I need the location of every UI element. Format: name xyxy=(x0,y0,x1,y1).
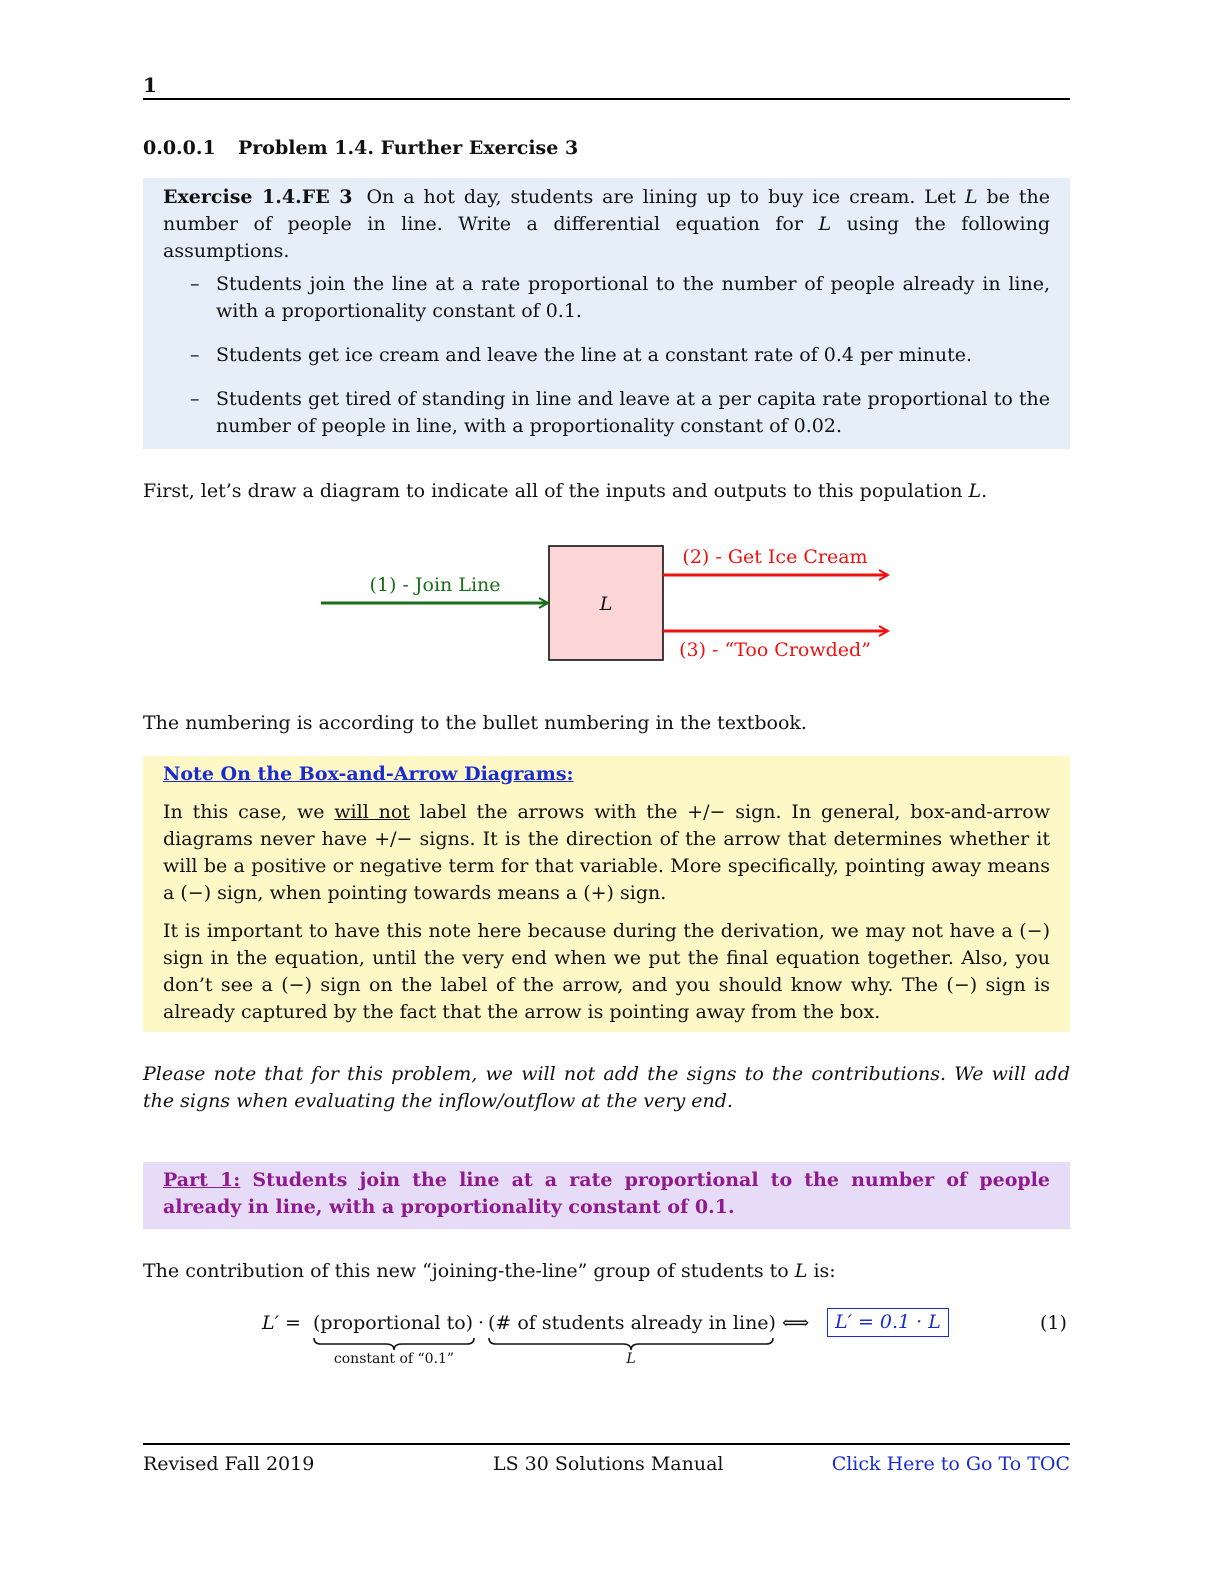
join-line-label: (1) - Join Line xyxy=(369,574,501,596)
list-item: – Students get ice cream and leave the line at a constant rate of 0.4 per minute. xyxy=(190,342,1050,369)
contribution-text-b: is: xyxy=(807,1260,836,1282)
too-crowded-label: (3) - “Too Crowded” xyxy=(679,639,871,661)
diagram-intro-var: L xyxy=(968,480,982,502)
note-underlined: will not xyxy=(334,801,410,823)
note-paragraph-1 xyxy=(163,799,1050,907)
box-arrow-diagram xyxy=(300,535,920,670)
note-title: Note On the Box-and-Arrow Diagrams: xyxy=(163,763,574,785)
equation-dot: · xyxy=(478,1312,485,1334)
contribution-text xyxy=(143,1258,1070,1285)
part1-text: Students join the line at a rate proportional to the number of people already in line, with a proportionality constant of 0.1. xyxy=(163,1169,1050,1218)
section-number: 0.0.0.1 xyxy=(143,137,216,159)
header-rule xyxy=(143,98,1070,100)
note-text-b: label the arrows with the +/− sign. In general, box-and-arrow diagrams never have +/− signs. It is the direction of the arrow that determines whether it will be a positive or negative term for that variable. More specifically, pointing away means a (−) sign, when pointing towards means a (+) sign. xyxy=(163,801,1050,904)
list-item: – Students get tired of standing in line and leave at a per capita rate proportional to the number of people in line, with a proportionality constant of 0.02. xyxy=(190,386,1050,440)
underbrace-2-label: L xyxy=(626,1351,636,1367)
exercise-text-c: using the following assumptions. xyxy=(163,213,1050,262)
page-number: 1 xyxy=(143,73,157,97)
note-paragraph-2: It is important to have this note here because during the derivation, we may not have a (−) sign in the equation, until the very end when we put the final equation together. Also, you don’t see a (−) sign on the label of the arrow, and you should know why. The (−) sign is already captured by the fact that the arrow is pointing away from the box. xyxy=(163,920,1050,1023)
equation-lhs: L′ = xyxy=(262,1312,301,1334)
numbering-note: The numbering is according to the bullet numbering in the textbook. xyxy=(143,712,807,734)
exercise-label: Exercise 1.4.FE 3 xyxy=(163,186,353,208)
assumption-list xyxy=(190,271,1050,457)
contribution-text-a: The contribution of this new “joining-the-line” group of students to xyxy=(143,1260,795,1282)
equation-result xyxy=(827,1308,949,1337)
toc-link[interactable]: Click Here to Go To TOC xyxy=(831,1453,1070,1475)
footer-rule xyxy=(143,1443,1070,1445)
footer-title: LS 30 Solutions Manual xyxy=(493,1453,724,1475)
diagram-intro-text: First, let’s draw a diagram to indicate all of the inputs and outputs to this population xyxy=(143,480,969,502)
exercise-text-a: On a hot day, students are lining up to buy ice cream. Let xyxy=(366,186,965,208)
underbrace-2 xyxy=(488,1337,774,1351)
equation-number: (1) xyxy=(1040,1312,1067,1334)
list-item: – Students join the line at a rate proportional to the number of people already in line, with a proportionality constant of 0.1. xyxy=(190,271,1050,325)
note-text-a: In this case, we xyxy=(163,801,335,823)
part1-heading xyxy=(163,1167,1050,1221)
diagram-intro xyxy=(143,478,1070,505)
section-title-text: Problem 1.4. Further Exercise 3 xyxy=(238,137,579,159)
signs-note: Please note that for this problem, we will not add the signs to the contributions. We will add the signs when evaluating the inflow/outflow at the very end. xyxy=(143,1063,1070,1112)
equation-term1: (proportional to) xyxy=(313,1312,474,1334)
box-label: L xyxy=(599,593,613,615)
equation-iff: ⟺ xyxy=(782,1312,810,1334)
exercise-var: L xyxy=(964,186,978,208)
exercise-text-b: be the number of people in line. Write a differential equation for xyxy=(163,186,1051,235)
underbrace-1-label: constant of “0.1” xyxy=(333,1351,455,1367)
underbrace-1 xyxy=(313,1337,475,1351)
exercise-var-2: L xyxy=(818,213,832,235)
equation-term2: (# of students already in line) xyxy=(488,1312,776,1334)
section-title xyxy=(143,135,578,162)
equation-result-text: L′ = 0.1 · L xyxy=(835,1311,941,1333)
ice-cream-label: (2) - Get Ice Cream xyxy=(682,546,868,568)
footer-revision: Revised Fall 2019 xyxy=(143,1453,315,1475)
exercise-statement xyxy=(163,184,1050,265)
diagram-intro-end: . xyxy=(981,480,988,502)
contribution-var: L xyxy=(794,1260,808,1282)
part1-label: Part 1: xyxy=(163,1169,241,1191)
